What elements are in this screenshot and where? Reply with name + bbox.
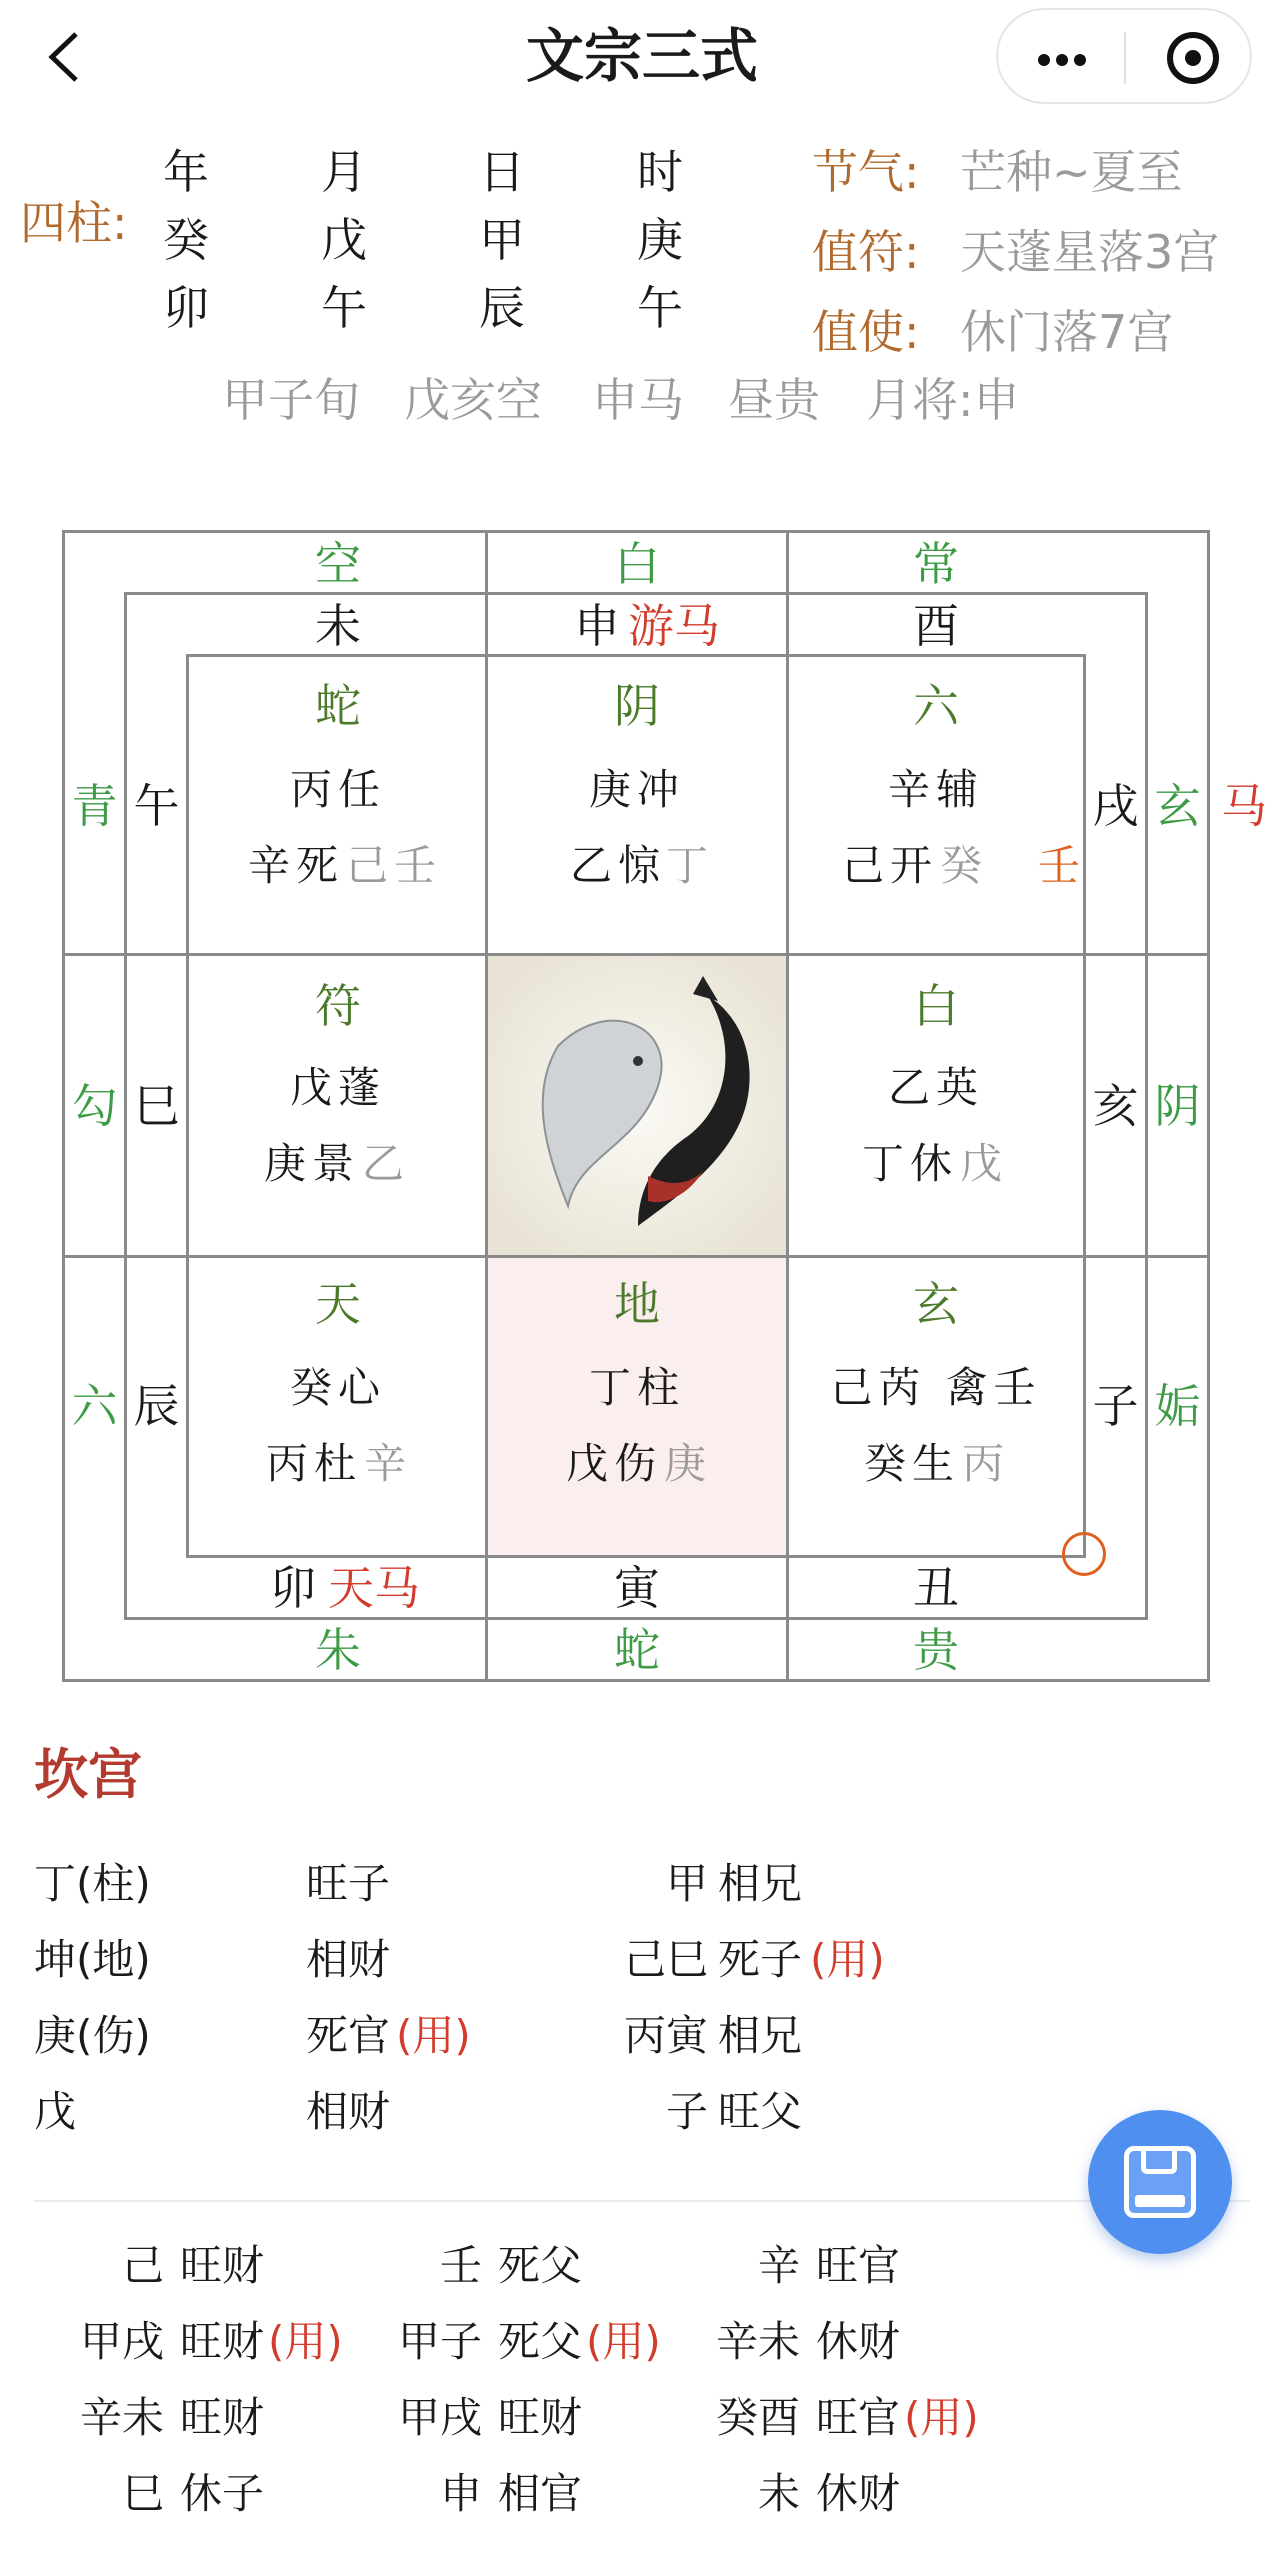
outer-left-label: 青: [71, 779, 118, 833]
grid-value: 相官: [498, 2469, 583, 2518]
outer-top-label: 空: [315, 537, 361, 591]
more-icon[interactable]: [998, 10, 1124, 106]
middle-bottom-branch: 寅: [614, 1561, 660, 1615]
grid-key: 甲戌: [79, 2317, 164, 2366]
palace-door: 丁休: [862, 1139, 959, 1188]
use-mark: (用): [268, 2317, 343, 2366]
info-label-jieqi: 节气:: [812, 145, 920, 199]
palace-hidden: 辛: [364, 1439, 413, 1488]
grid-value: 旺财: [180, 2393, 265, 2442]
palace-god: 地: [614, 1277, 660, 1331]
middle-right-branch: 戌: [1092, 779, 1139, 833]
grid-key: 辛未: [715, 2317, 800, 2366]
outer-top-label: 常: [913, 537, 959, 591]
middle-bottom-branch: 丑: [913, 1561, 959, 1615]
palace-door: 丙杜: [266, 1439, 363, 1488]
save-icon: [1124, 2146, 1196, 2218]
horse-marker: 马: [1221, 779, 1267, 833]
grid-value: 旺官: [816, 2393, 901, 2442]
use-mark: (用): [810, 1935, 885, 1984]
detail-item: 旺子: [306, 1859, 391, 1908]
palace-door: 庚景: [264, 1139, 361, 1188]
detail-key: 己巳: [623, 1935, 708, 1984]
detail-key: 子: [665, 2087, 708, 2136]
pillar-stem: 庚: [637, 213, 683, 267]
palace-hidden: 乙: [362, 1139, 411, 1188]
detail-item: 戊: [34, 2087, 77, 2136]
middle-left-branch: 辰: [133, 1379, 180, 1433]
summary-item: 月将:申: [866, 373, 1020, 427]
grid-key: 甲戌: [397, 2393, 482, 2442]
middle-left-branch: 午: [133, 779, 180, 833]
grid-key: 癸酉: [715, 2393, 800, 2442]
detail-item: 相财: [306, 1935, 391, 1984]
palace-star: 己芮 禽壬: [830, 1363, 1042, 1412]
use-mark: (用): [396, 2011, 471, 2060]
grid-value: 旺官: [816, 2241, 901, 2290]
detail-item: 死子: [718, 1935, 803, 1984]
outer-top-label: 白: [614, 537, 660, 591]
palace-hidden: 癸: [940, 841, 989, 890]
koi-image: [488, 956, 786, 1255]
detail-item: 坤(地): [34, 1935, 151, 1984]
grid-value: 死父: [498, 2241, 583, 2290]
outer-bottom-label: 贵: [913, 1623, 959, 1677]
grid-key: 申: [439, 2469, 482, 2518]
palace-star: 庚冲: [588, 765, 685, 814]
grid-value: 旺财: [498, 2393, 583, 2442]
palace-hidden: 庚: [664, 1439, 713, 1488]
grid-key: 未: [757, 2469, 800, 2518]
detail-item: 丁(柱): [34, 1859, 151, 1908]
info-value-zhishi: 休门落7宫: [960, 305, 1174, 359]
info-label-zhishi: 值使:: [812, 305, 920, 359]
palace-star: 丁柱: [588, 1363, 685, 1412]
grid-key: 辛: [757, 2241, 800, 2290]
summary-item: 戊亥空: [404, 373, 542, 427]
pillar-stem: 戊: [321, 213, 367, 267]
palace-door: 辛死: [248, 841, 345, 890]
grid-value: 休子: [180, 2469, 265, 2518]
detail-item: 相财: [306, 2087, 391, 2136]
grid-value: 休财: [816, 2469, 901, 2518]
palace-hidden: 丙: [962, 1439, 1011, 1488]
palace-god: 蛇: [315, 679, 361, 733]
palace-hidden: 戊: [960, 1139, 1009, 1188]
mini-program-capsule: [996, 8, 1252, 104]
detail-item: 庚(伤): [34, 2011, 151, 2060]
outer-left-label: 六: [71, 1379, 118, 1433]
middle-top-branch: 未: [315, 599, 361, 653]
palace-door: 乙惊: [570, 841, 667, 890]
detail-key: 丙寅: [623, 2011, 708, 2060]
outer-right-label: 阴: [1154, 1079, 1201, 1133]
palace-detail-title: 坎宫: [34, 1743, 142, 1806]
travel-horse-tag: 游马: [628, 599, 720, 653]
info-label-zhifu: 值符:: [812, 225, 920, 279]
grid-key: 巳: [121, 2469, 164, 2518]
palace-star: 戊蓬: [289, 1063, 386, 1112]
outer-bottom-label: 蛇: [614, 1623, 660, 1677]
palace-star: 辛辅: [887, 765, 984, 814]
save-button[interactable]: [1088, 2110, 1232, 2254]
palace-god: 六: [913, 679, 959, 733]
grid-value: 死父: [498, 2317, 583, 2366]
marker-circle-icon: [1062, 1532, 1106, 1576]
summary-item: 甲子旬: [222, 373, 360, 427]
summary-item: 昼贵: [728, 373, 820, 427]
detail-item: 死官: [306, 2011, 391, 2060]
outer-left-label: 勾: [71, 1079, 118, 1133]
pillar-branch: 午: [637, 281, 683, 335]
palace-god: 天: [315, 1277, 361, 1331]
pillar-branch: 卯: [163, 281, 209, 335]
pillar-head: 时: [637, 145, 683, 199]
middle-left-branch: 巳: [133, 1079, 180, 1133]
palace-god: 阴: [614, 679, 660, 733]
detail-key: 甲: [665, 1859, 708, 1908]
pillar-branch: 辰: [479, 281, 525, 335]
pillar-head: 日: [479, 145, 525, 199]
middle-top-branch: 申: [574, 599, 620, 653]
palace-star: 乙英: [887, 1063, 984, 1112]
palace-god: 符: [315, 979, 361, 1033]
outer-right-label: 玄: [1154, 779, 1201, 833]
pillar-stem: 癸: [163, 213, 209, 267]
grid-value: 旺财: [180, 2241, 265, 2290]
palace-door: 己开: [842, 841, 939, 890]
close-target-icon[interactable]: [1167, 32, 1219, 84]
outer-right-label: 姤: [1154, 1379, 1201, 1433]
grid-key: 己: [121, 2241, 164, 2290]
palace-door: 癸生: [864, 1439, 961, 1488]
pillar-head: 年: [163, 145, 209, 199]
pillar-stem: 甲: [479, 213, 525, 267]
pillars-label: 四柱:: [20, 196, 128, 250]
grid-key: 壬: [439, 2241, 482, 2290]
palace-extra: 壬: [1038, 841, 1087, 890]
palace-star: 癸心: [289, 1363, 386, 1412]
pillar-head: 月: [321, 145, 367, 199]
palace-hidden: 丁: [666, 841, 715, 890]
grid-key: 辛未: [79, 2393, 164, 2442]
palace-god: 白: [913, 979, 959, 1033]
outer-bottom-label: 朱: [315, 1623, 361, 1677]
palace-star: 丙任: [289, 765, 386, 814]
palace-door: 戊伤: [566, 1439, 663, 1488]
grid-value: 旺财: [180, 2317, 265, 2366]
palace-hidden: 己壬: [346, 841, 443, 890]
summary-item: 申马: [592, 373, 684, 427]
grid-key: 甲子: [397, 2317, 482, 2366]
middle-right-branch: 子: [1092, 1379, 1139, 1433]
page-title: 文宗三式: [525, 22, 758, 90]
use-mark: (用): [586, 2317, 661, 2366]
detail-item: 相兄: [718, 2011, 803, 2060]
middle-right-branch: 亥: [1092, 1079, 1139, 1133]
info-value-jieqi: 芒种~夏至: [960, 145, 1183, 199]
palace-god: 玄: [913, 1277, 959, 1331]
grid-value: 休财: [816, 2317, 901, 2366]
detail-item: 旺父: [718, 2087, 803, 2136]
sky-horse-tag: 天马: [328, 1561, 420, 1615]
use-mark: (用): [904, 2393, 979, 2442]
middle-bottom-branch: 卯: [270, 1561, 316, 1615]
pillar-branch: 午: [321, 281, 367, 335]
section-divider: [34, 2200, 1250, 2202]
middle-top-branch: 酉: [913, 599, 959, 653]
info-value-zhifu: 天蓬星落3宫: [960, 225, 1220, 279]
detail-item: 相兄: [718, 1859, 803, 1908]
